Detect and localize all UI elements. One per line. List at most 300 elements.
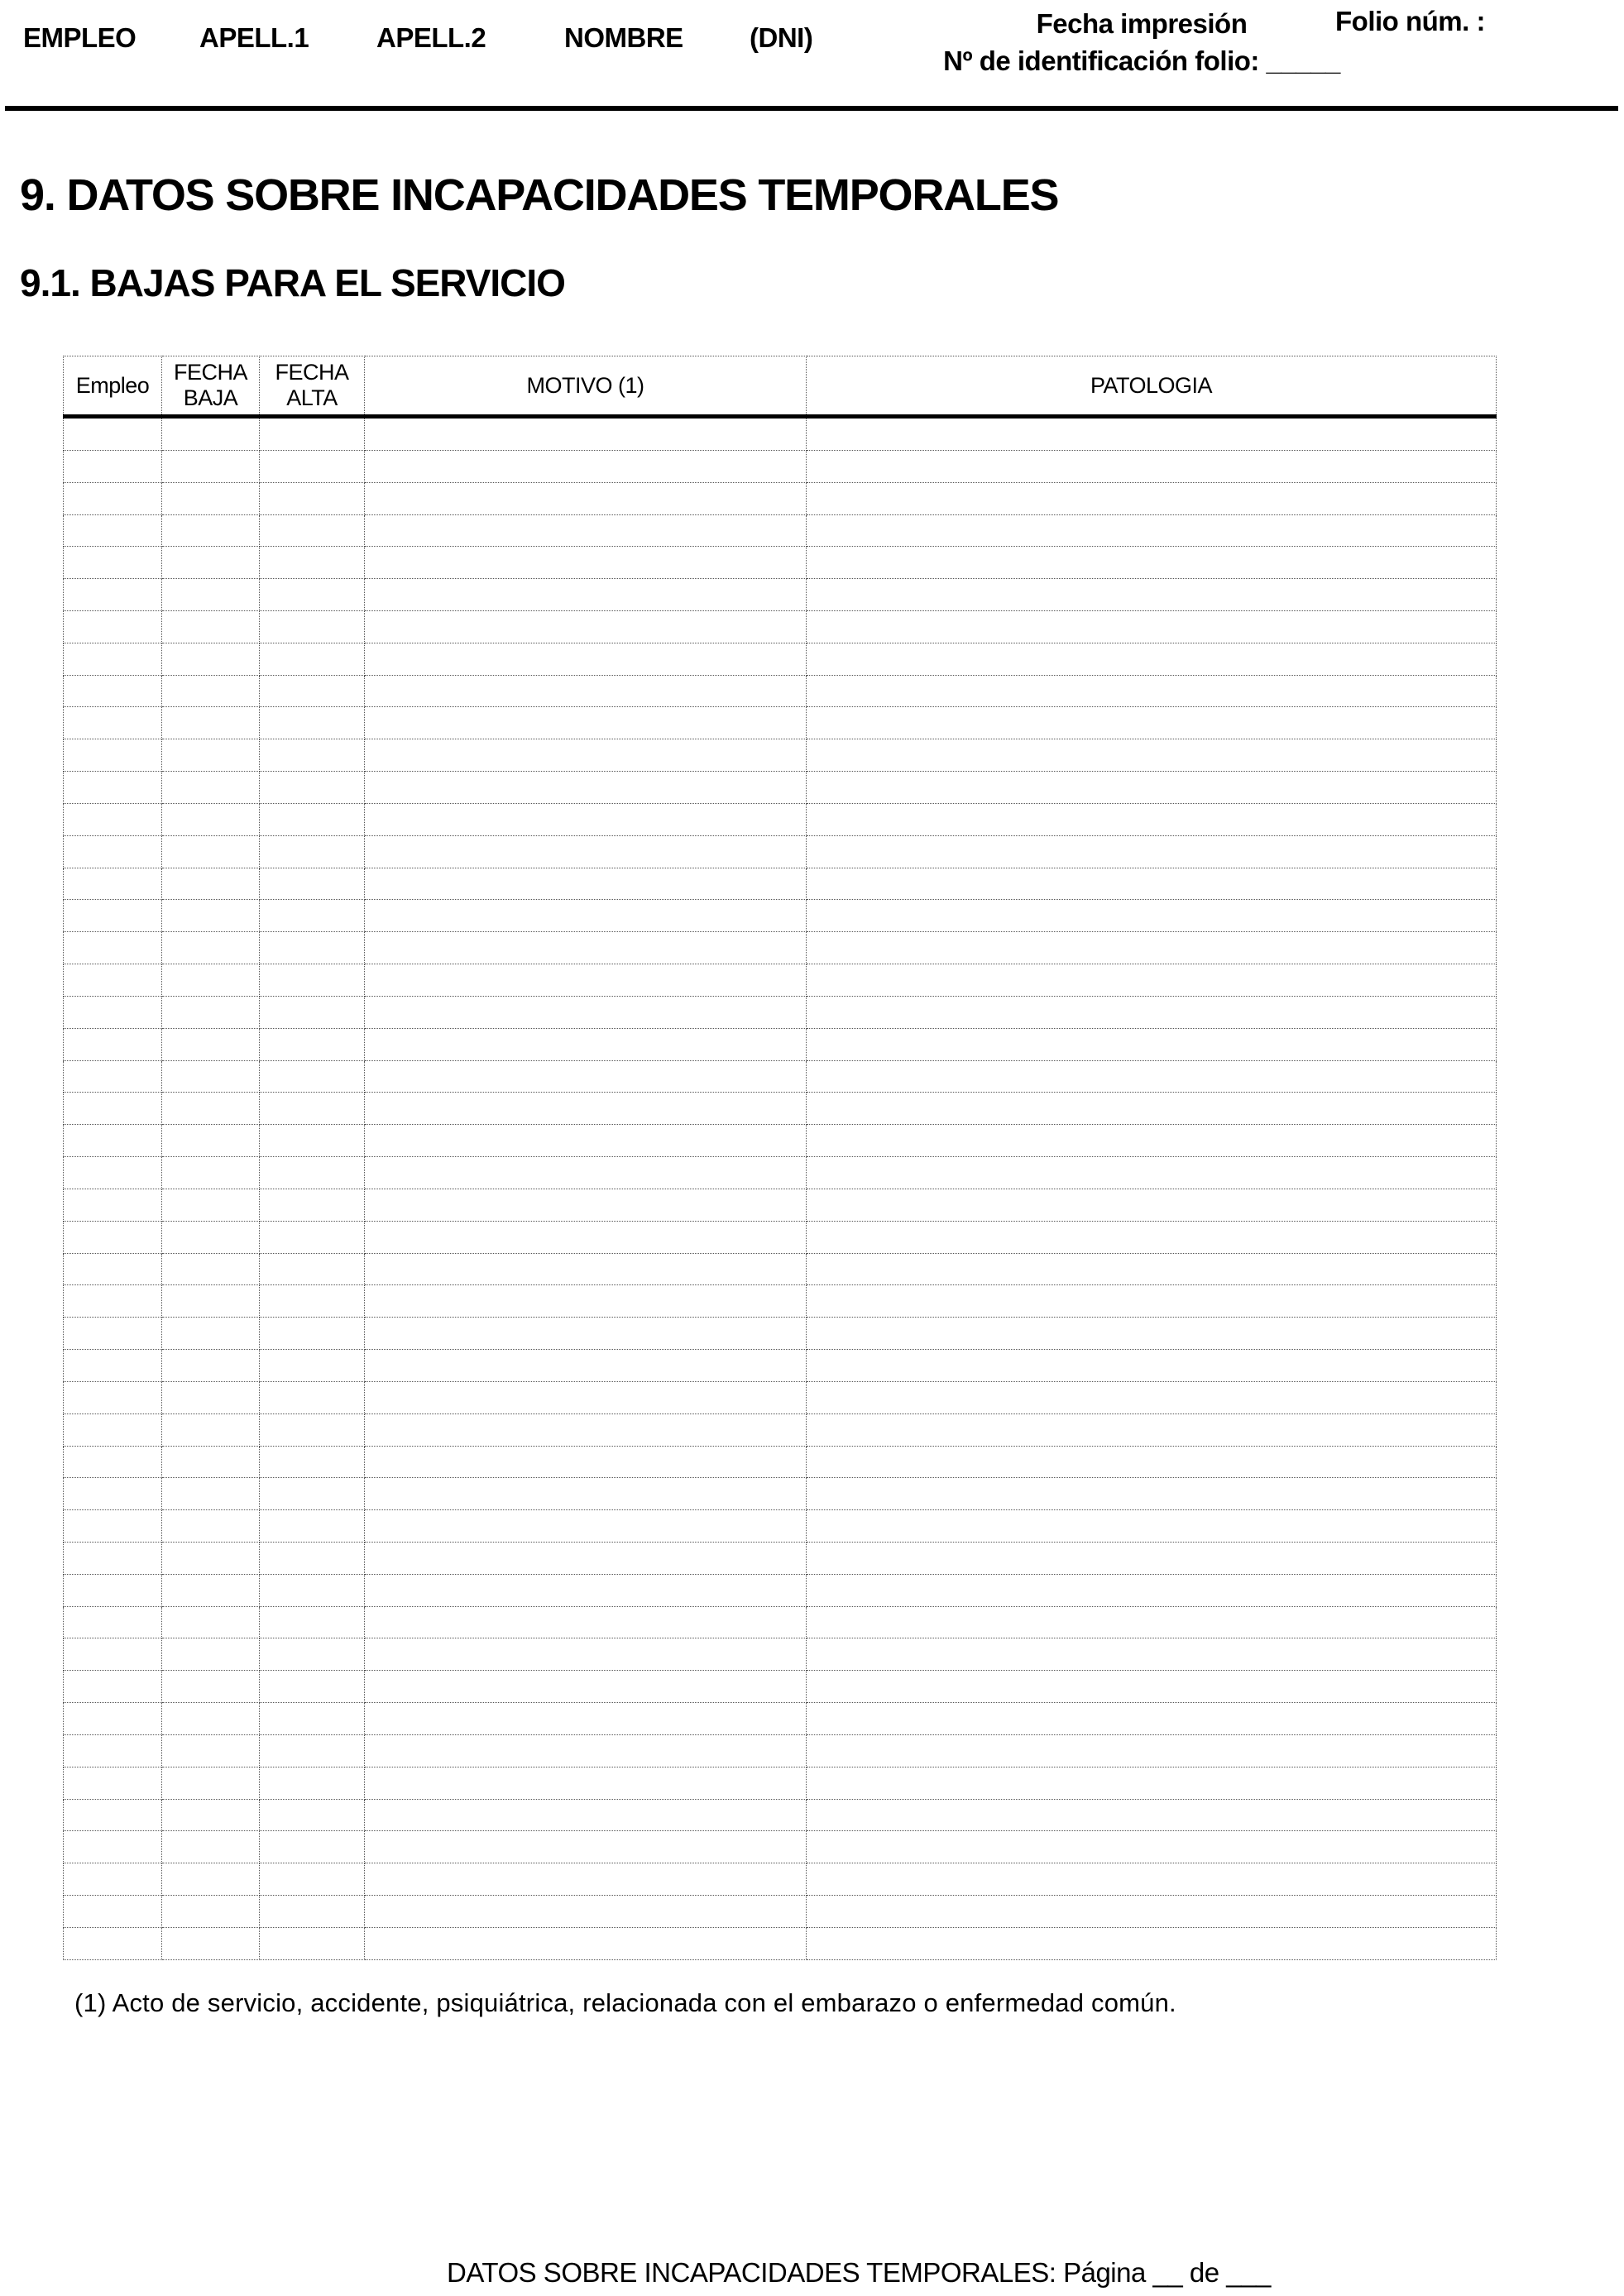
section-subtitle: 9.1. BAJAS PARA EL SERVICIO [20,261,565,304]
table-cell[interactable] [162,482,260,514]
table-cell[interactable] [365,1285,807,1318]
table-cell[interactable] [365,1831,807,1863]
table-cell[interactable] [64,450,162,482]
table-cell[interactable] [365,514,807,547]
table-cell[interactable] [365,1478,807,1510]
table-row [64,772,1497,804]
table-cell[interactable] [162,417,260,451]
table-cell[interactable] [807,739,1497,772]
column-header-empleo: Empleo [64,356,162,417]
table-cell[interactable] [162,1060,260,1093]
table-row [64,1350,1497,1382]
table-cell[interactable] [64,1799,162,1831]
table-cell[interactable] [260,932,365,964]
table-cell[interactable] [807,1638,1497,1671]
table-row [64,579,1497,611]
table-cell[interactable] [260,643,365,675]
table-cell[interactable] [64,1574,162,1606]
table-cell[interactable] [162,835,260,868]
table-cell[interactable] [162,1863,260,1896]
table-cell[interactable] [260,1543,365,1575]
header-field-dni: (DNI) [750,22,813,53]
table-cell[interactable] [365,964,807,997]
table-cell[interactable] [365,1413,807,1446]
table-cell[interactable] [64,1767,162,1799]
table-cell[interactable] [807,1574,1497,1606]
table-cell[interactable] [64,1318,162,1350]
table-cell[interactable] [260,1413,365,1446]
table-cell[interactable] [260,1221,365,1253]
table-cell[interactable] [162,1638,260,1671]
table-cell[interactable] [365,1157,807,1189]
table-cell[interactable] [807,996,1497,1028]
table-cell[interactable] [260,1767,365,1799]
table-cell[interactable] [260,1703,365,1735]
table-cell[interactable] [807,1125,1497,1157]
table-cell[interactable] [365,1318,807,1350]
table-cell[interactable] [162,1285,260,1318]
table-cell[interactable] [807,514,1497,547]
table-cell[interactable] [365,1221,807,1253]
print-date-label: Fecha impresión [1036,8,1248,39]
table-row [64,1734,1497,1767]
table-cell[interactable] [162,1157,260,1189]
table-cell[interactable] [260,1863,365,1896]
table-cell[interactable] [162,1799,260,1831]
table-cell[interactable] [162,610,260,643]
table-cell[interactable] [162,1478,260,1510]
table-cell[interactable] [260,1478,365,1510]
table-cell[interactable] [807,1831,1497,1863]
header-field-apell1: APELL.1 [199,22,309,53]
table-cell[interactable] [365,1543,807,1575]
table-cell[interactable] [807,1606,1497,1638]
table-cell[interactable] [162,1381,260,1413]
table-cell[interactable] [365,1350,807,1382]
table-cell[interactable] [162,1125,260,1157]
table-cell[interactable] [807,1446,1497,1478]
table-cell[interactable] [260,1574,365,1606]
table-cell[interactable] [365,450,807,482]
table-cell[interactable] [260,707,365,739]
table-cell[interactable] [365,482,807,514]
table-cell[interactable] [64,1703,162,1735]
header-field-empleo: EMPLEO [23,22,137,53]
table-cell[interactable] [807,772,1497,804]
table-cell[interactable] [162,1703,260,1735]
table-cell[interactable] [365,1896,807,1928]
table-cell[interactable] [162,1189,260,1221]
table-cell[interactable] [260,1157,365,1189]
table-cell[interactable] [260,1799,365,1831]
table-cell[interactable] [64,1606,162,1638]
table-cell[interactable] [64,482,162,514]
table-cell[interactable] [807,868,1497,900]
table-cell[interactable] [162,1413,260,1446]
table-cell[interactable] [807,450,1497,482]
table-cell[interactable] [365,1734,807,1767]
table-cell[interactable] [807,1157,1497,1189]
table-row [64,1896,1497,1928]
table-cell[interactable] [260,803,365,835]
table-cell[interactable] [260,1350,365,1382]
table-cell[interactable] [64,579,162,611]
header-field-nombre: NOMBRE [564,22,683,53]
table-row [64,835,1497,868]
table-cell[interactable] [807,1510,1497,1543]
table-cell[interactable] [260,1446,365,1478]
table-cell[interactable] [365,900,807,932]
table-cell[interactable] [365,1093,807,1125]
table-cell[interactable] [162,1574,260,1606]
table-cell[interactable] [365,996,807,1028]
table-cell[interactable] [260,1253,365,1285]
table-cell[interactable] [807,1060,1497,1093]
table-cell[interactable] [807,1671,1497,1703]
table-cell[interactable] [807,579,1497,611]
table-cell[interactable] [162,996,260,1028]
table-cell[interactable] [260,482,365,514]
table-cell[interactable] [162,1253,260,1285]
table-cell[interactable] [807,1028,1497,1060]
table-cell[interactable] [365,1574,807,1606]
table-cell[interactable] [260,772,365,804]
table-row [64,1799,1497,1831]
table-row [64,1606,1497,1638]
table-cell[interactable] [365,707,807,739]
table-cell[interactable] [162,803,260,835]
folio-id-label: Nº de identificación folio: _____ [943,45,1340,76]
table-cell[interactable] [64,1350,162,1382]
table-cell[interactable] [260,675,365,707]
table-row [64,1060,1497,1093]
table-cell[interactable] [162,1028,260,1060]
table-cell[interactable] [162,932,260,964]
table-cell[interactable] [64,1221,162,1253]
table-cell[interactable] [162,1927,260,1959]
table-cell[interactable] [64,1157,162,1189]
table-cell[interactable] [260,964,365,997]
table-row [64,1157,1497,1189]
table-cell[interactable] [365,1060,807,1093]
table-cell[interactable] [260,610,365,643]
table-cell[interactable] [260,579,365,611]
table-cell[interactable] [64,1478,162,1510]
table-row [64,932,1497,964]
table-cell[interactable] [807,1189,1497,1221]
table-cell[interactable] [807,1734,1497,1767]
table-cell[interactable] [162,1831,260,1863]
table-cell[interactable] [260,1318,365,1350]
table-cell[interactable] [365,1671,807,1703]
table-cell[interactable] [260,1093,365,1125]
table-cell[interactable] [365,1638,807,1671]
folio-number-label: Folio núm. : [1335,6,1485,36]
table-row [64,868,1497,900]
table-row [64,707,1497,739]
table-cell[interactable] [64,739,162,772]
table-cell[interactable] [365,1927,807,1959]
table-cell[interactable] [365,1767,807,1799]
table-cell[interactable] [365,1446,807,1478]
table-cell[interactable] [162,1896,260,1928]
table-row [64,964,1497,997]
table-row [64,1125,1497,1157]
table-cell[interactable] [162,1767,260,1799]
table-cell[interactable] [162,1221,260,1253]
table-cell[interactable] [365,1510,807,1543]
table-cell[interactable] [260,1125,365,1157]
table-cell[interactable] [64,1381,162,1413]
table-cell[interactable] [260,1285,365,1318]
table-cell[interactable] [807,1799,1497,1831]
table-cell[interactable] [807,1350,1497,1382]
footnote: (1) Acto de servicio, accidente, psiquiátrica, relacionada con el embarazo o enfermedad común. [74,1988,1176,2017]
table-cell[interactable] [365,1799,807,1831]
table-cell[interactable] [64,1734,162,1767]
table-cell[interactable] [807,835,1497,868]
table-cell[interactable] [365,1606,807,1638]
table-row [64,1543,1497,1575]
table-cell[interactable] [260,514,365,547]
table-cell[interactable] [260,996,365,1028]
table-cell[interactable] [260,547,365,579]
table-cell[interactable] [807,964,1497,997]
table-cell[interactable] [64,1638,162,1671]
table-cell[interactable] [64,932,162,964]
table-body [64,417,1497,1960]
table-cell[interactable] [807,1863,1497,1896]
table-cell[interactable] [64,1253,162,1285]
table-cell[interactable] [64,643,162,675]
table-cell[interactable] [64,772,162,804]
table-cell[interactable] [807,900,1497,932]
column-header-motivo: MOTIVO (1) [365,356,807,417]
table-cell[interactable] [365,643,807,675]
table-cell[interactable] [365,868,807,900]
sick-leave-table [63,356,1497,1960]
table-cell[interactable] [260,1831,365,1863]
table-cell[interactable] [260,739,365,772]
table-cell[interactable] [807,1413,1497,1446]
table-row [64,1318,1497,1350]
table-cell[interactable] [807,1896,1497,1928]
table-row [64,1446,1497,1478]
table-cell[interactable] [807,1318,1497,1350]
table-cell[interactable] [260,1671,365,1703]
table-cell[interactable] [807,610,1497,643]
table-cell[interactable] [64,514,162,547]
table-cell[interactable] [64,996,162,1028]
table-cell[interactable] [260,1381,365,1413]
table-cell[interactable] [365,579,807,611]
table-row [64,675,1497,707]
table-cell[interactable] [365,675,807,707]
column-header-fecha-baja: FECHA BAJA [162,356,260,417]
table-cell[interactable] [64,1028,162,1060]
table-cell[interactable] [807,1221,1497,1253]
table-cell[interactable] [365,547,807,579]
table-cell[interactable] [260,1638,365,1671]
table-cell[interactable] [365,1703,807,1735]
table-row [64,450,1497,482]
table-row [64,417,1497,451]
table-cell[interactable] [260,1734,365,1767]
table-cell[interactable] [365,739,807,772]
table-cell[interactable] [365,1381,807,1413]
table-cell[interactable] [260,835,365,868]
table-cell[interactable] [260,1927,365,1959]
table-row [64,1381,1497,1413]
table-cell[interactable] [162,1671,260,1703]
table-row [64,482,1497,514]
table-cell[interactable] [64,1671,162,1703]
table-row [64,1638,1497,1671]
table-cell[interactable] [162,707,260,739]
table-cell[interactable] [807,1478,1497,1510]
table-cell[interactable] [64,675,162,707]
table-cell[interactable] [162,739,260,772]
table-cell[interactable] [807,1703,1497,1735]
table-cell[interactable] [260,868,365,900]
table-row [64,1574,1497,1606]
table-cell[interactable] [162,643,260,675]
table-cell[interactable] [162,868,260,900]
table-cell[interactable] [64,1189,162,1221]
table-cell[interactable] [260,1896,365,1928]
table-cell[interactable] [807,1381,1497,1413]
table-cell[interactable] [64,868,162,900]
section-title: 9. DATOS SOBRE INCAPACIDADES TEMPORALES [20,170,1059,220]
table-cell[interactable] [64,1285,162,1318]
table-cell[interactable] [64,1927,162,1959]
table-cell[interactable] [64,1831,162,1863]
table-cell[interactable] [807,803,1497,835]
table-cell[interactable] [64,1543,162,1575]
table-cell[interactable] [365,1125,807,1157]
page-footer: DATOS SOBRE INCAPACIDADES TEMPORALES: Página __ de ___ [447,2257,1271,2288]
table-cell[interactable] [64,707,162,739]
table-cell[interactable] [260,1189,365,1221]
table-cell[interactable] [807,1253,1497,1285]
table-row [64,1863,1497,1896]
table-cell[interactable] [162,675,260,707]
table-cell[interactable] [162,1318,260,1350]
table-cell[interactable] [807,547,1497,579]
table-cell[interactable] [162,1606,260,1638]
table-cell[interactable] [64,1125,162,1157]
table-cell[interactable] [162,1350,260,1382]
table-row [64,514,1497,547]
table-cell[interactable] [365,610,807,643]
table-cell[interactable] [365,932,807,964]
table-cell[interactable] [64,1510,162,1543]
table-cell[interactable] [807,1543,1497,1575]
header-divider [5,106,1618,111]
table-cell[interactable] [365,1863,807,1896]
table-cell[interactable] [807,1767,1497,1799]
table-cell[interactable] [64,547,162,579]
table-cell[interactable] [64,803,162,835]
table-cell[interactable] [64,1863,162,1896]
table-cell[interactable] [162,514,260,547]
table-row [64,803,1497,835]
table-cell[interactable] [162,1543,260,1575]
column-header-patologia: PATOLOGIA [807,356,1497,417]
table-cell[interactable] [64,1093,162,1125]
table-cell[interactable] [162,1510,260,1543]
table-cell[interactable] [260,417,365,451]
table-cell[interactable] [365,772,807,804]
table-cell[interactable] [260,1606,365,1638]
table-cell[interactable] [807,1285,1497,1318]
table-cell[interactable] [162,547,260,579]
table-cell[interactable] [365,835,807,868]
table-cell[interactable] [64,1413,162,1446]
table-cell[interactable] [807,417,1497,451]
table-cell[interactable] [64,1060,162,1093]
table-row [64,1093,1497,1125]
table-cell[interactable] [64,964,162,997]
table-row [64,1285,1497,1318]
table-cell[interactable] [162,900,260,932]
table-cell[interactable] [64,900,162,932]
table-cell[interactable] [260,1060,365,1093]
table-cell[interactable] [260,900,365,932]
table-cell[interactable] [807,1927,1497,1959]
table-row [64,1413,1497,1446]
table-cell[interactable] [64,610,162,643]
table-cell[interactable] [162,450,260,482]
table-cell[interactable] [260,1028,365,1060]
table-cell[interactable] [807,1093,1497,1125]
table-cell[interactable] [807,643,1497,675]
table-cell[interactable] [162,1446,260,1478]
table-row [64,610,1497,643]
table-cell[interactable] [64,417,162,451]
header-print-info [910,5,1373,79]
table-cell[interactable] [162,772,260,804]
table-cell[interactable] [807,932,1497,964]
table-cell[interactable] [162,579,260,611]
table-cell[interactable] [64,1896,162,1928]
table-cell[interactable] [807,482,1497,514]
table-cell[interactable] [64,835,162,868]
table-row [64,739,1497,772]
table-cell[interactable] [64,1446,162,1478]
table-row [64,1253,1497,1285]
table-cell[interactable] [162,1734,260,1767]
table-cell[interactable] [365,1189,807,1221]
header-field-apell2: APELL.2 [376,22,486,53]
table-row [64,643,1497,675]
table-cell[interactable] [260,1510,365,1543]
table-cell[interactable] [365,803,807,835]
table-row [64,1703,1497,1735]
table-cell[interactable] [162,1093,260,1125]
table-cell[interactable] [162,964,260,997]
table-cell[interactable] [807,675,1497,707]
table-cell[interactable] [365,1028,807,1060]
table-cell[interactable] [365,417,807,451]
table-header-row [64,356,1497,417]
table-cell[interactable] [807,707,1497,739]
table-row [64,1767,1497,1799]
table-row [64,996,1497,1028]
table-cell[interactable] [260,450,365,482]
table-cell[interactable] [365,1253,807,1285]
table-row [64,1671,1497,1703]
